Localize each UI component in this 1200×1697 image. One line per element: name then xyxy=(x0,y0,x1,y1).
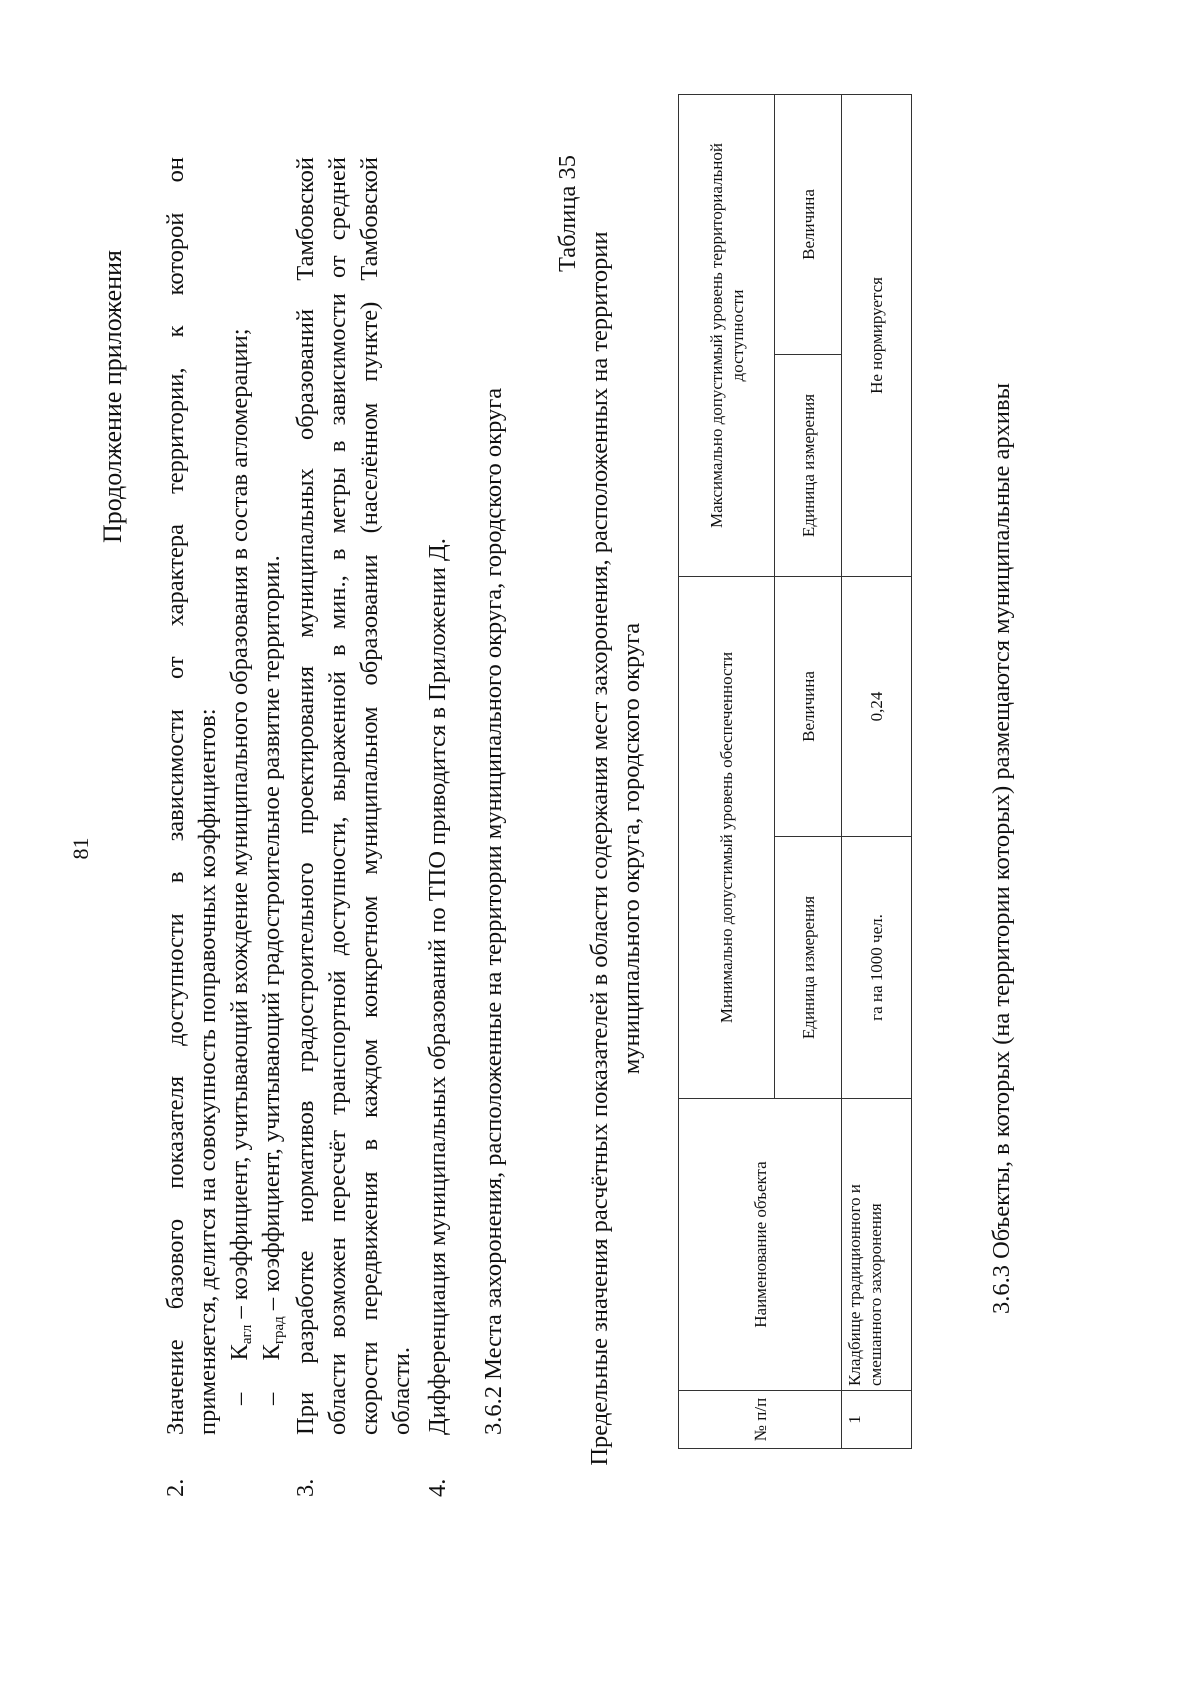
header-max-value: Величина xyxy=(775,94,842,354)
list-item-number: 4. xyxy=(424,1478,451,1497)
cell-max-merged: Не нормируется xyxy=(842,94,912,576)
list-item-text: скорости передвижения в каждом конкретном муниципальном образовании (населённом пункте) Тамбовской xyxy=(356,157,383,1435)
list-item-text: применяется, делится на совокупность поправочных коэффициентов: xyxy=(194,708,221,1435)
list-item-text: При разработке нормативов градостроительного проектирования муниципальных образований Тамбовской xyxy=(292,157,319,1435)
header-num: № п/п xyxy=(679,1391,842,1449)
page-number: 81 xyxy=(68,837,93,860)
dash-marker: – xyxy=(226,1392,253,1405)
coefficient-subscript: агл xyxy=(239,1324,255,1345)
coefficient-symbol: К xyxy=(258,1344,285,1361)
coefficient-symbol: К xyxy=(226,1344,253,1361)
cell-num: 1 xyxy=(842,1391,912,1449)
table-caption: Предельные значения расчётных показателей в области содержания мест захоронения, расположенных на территории xyxy=(586,231,613,1466)
list-item-text: Дифференциация муниципальных образований по ТПО приводится в Приложении Д. xyxy=(424,538,451,1435)
cell-min-unit: га на 1000 чел. xyxy=(842,837,912,1099)
list-item-number: 3. xyxy=(292,1478,319,1497)
running-header: Продолжение приложения xyxy=(98,250,127,544)
header-min-group: Минимально допустимый уровень обеспеченности xyxy=(679,576,775,1098)
table-caption: муниципального округа, городского округа xyxy=(618,622,645,1075)
cell-min-value: 0,24 xyxy=(842,576,912,836)
header-min-value: Величина xyxy=(775,576,842,836)
header-max-unit: Единица измерения xyxy=(775,354,842,576)
header-name: Наименование объекта xyxy=(679,1099,842,1391)
table-row xyxy=(842,94,912,1448)
table-header-row xyxy=(679,94,775,1448)
list-item-number: 2. xyxy=(162,1478,189,1497)
coefficient-subscript: град xyxy=(271,1316,287,1345)
list-item-text: Значение базового показателя доступности в зависимости от характера территории, к которой он xyxy=(162,157,189,1435)
header-max-group: Максимально допустимый уровень территориальной доступности xyxy=(679,94,775,576)
section-heading: 3.6.3 Объекты, в которых (на территории которых) размещаются муниципальные архивы xyxy=(988,382,1015,1315)
cell-name: Кладбище традиционного и смешанного захоронения xyxy=(842,1099,912,1391)
dash-marker: – xyxy=(258,1392,285,1405)
list-item-text: области. xyxy=(388,1346,415,1435)
header-min-unit: Единица измерения xyxy=(775,837,842,1099)
limits-table xyxy=(678,94,912,1449)
table-label: Таблица 35 xyxy=(554,155,581,273)
coefficient-description: – коэффициент, учитывающий градостроительное развитие территории. xyxy=(258,555,285,1317)
section-heading: 3.6.2 Места захоронения, расположенные на территории муниципального округа, городского округа xyxy=(480,387,507,1435)
list-item-text: области возможен пересчёт транспортной доступности, выраженной в мин., в метры в зависимости от средней xyxy=(324,157,351,1435)
coefficient-description: – коэффициент, учитывающий вхождение муниципального образования в состав агломерации; xyxy=(226,328,253,1325)
